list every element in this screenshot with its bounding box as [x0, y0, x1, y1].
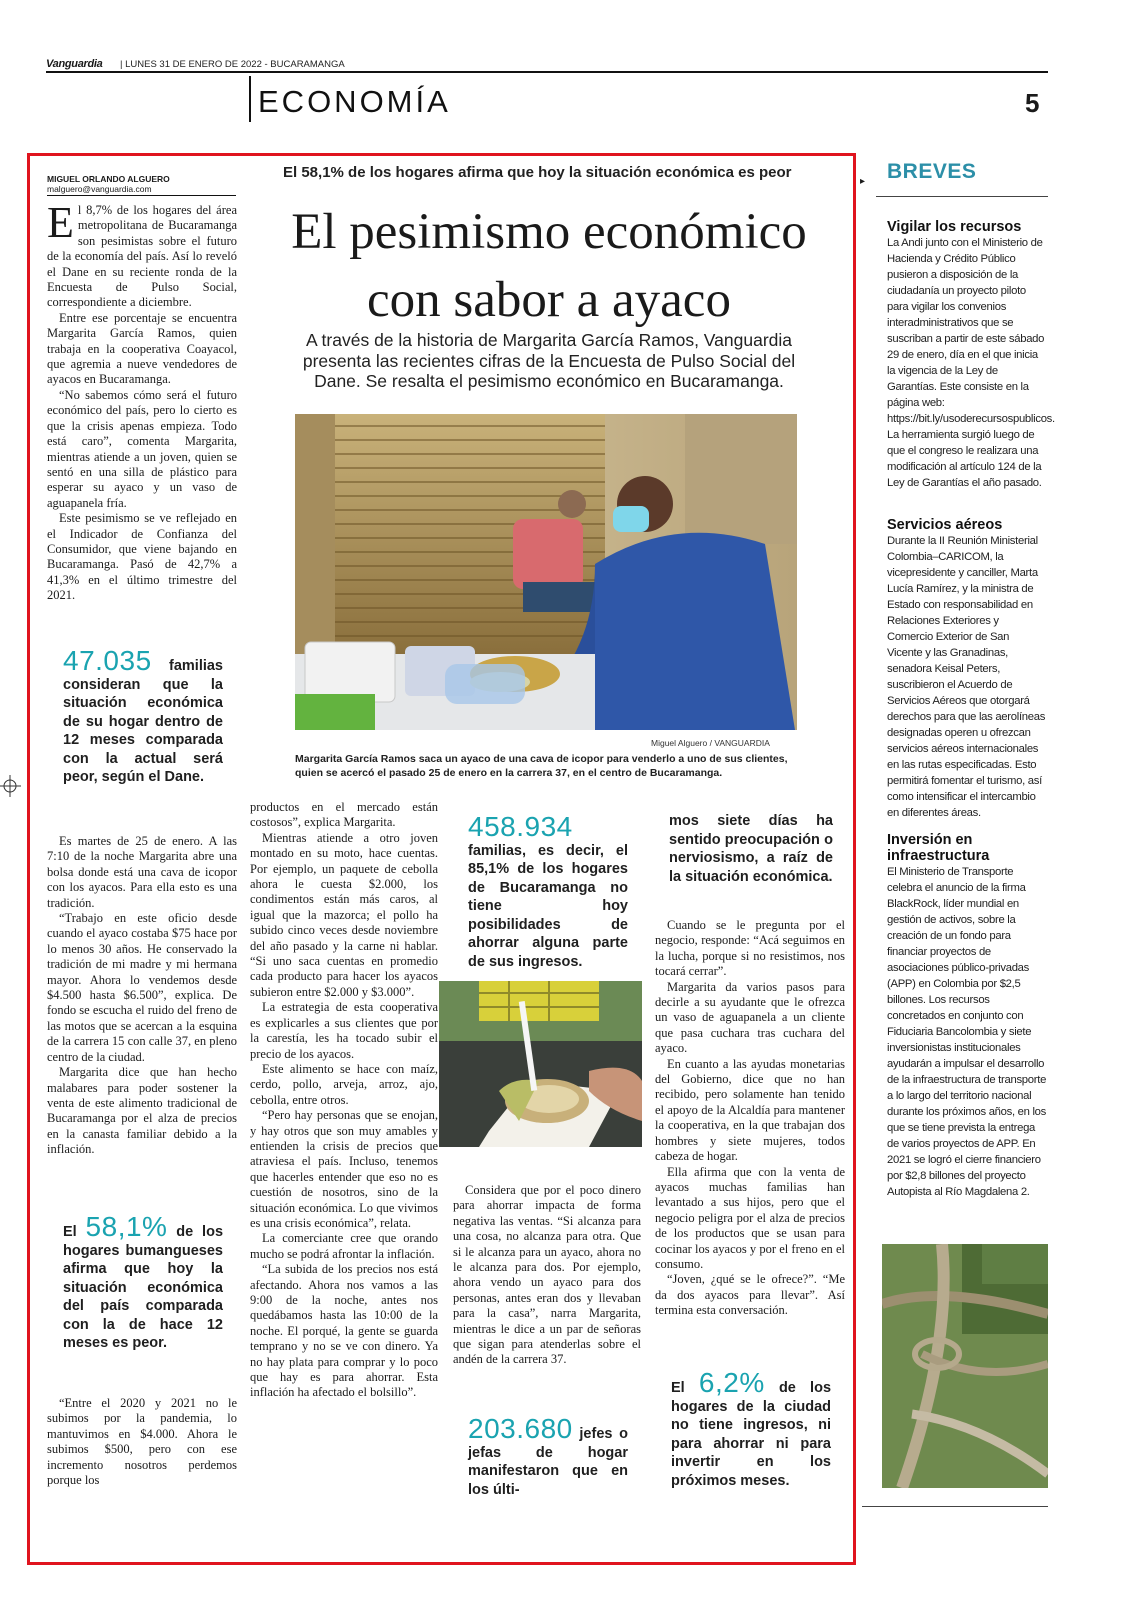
stat-number: 58,1% — [85, 1211, 168, 1242]
paragraph: l 8,7% de los hogares del área metropolitana de Bucaramanga son pesimistas sobre el futuro de la economía del país. Así lo reveló el Dane en su reciente ronda de la Encuesta de Pulso Social, correspondiente a diciembre. — [47, 203, 237, 310]
article-column-1c — [47, 1396, 237, 1488]
breves-title: BREVES — [887, 160, 977, 183]
breves-rule — [876, 196, 1048, 197]
article-column-2 — [250, 800, 438, 1401]
paragraph: La comerciante cree que orando mucho se podrá afrontar la inflación. — [250, 1231, 438, 1261]
brief-item — [887, 219, 1055, 491]
section-title: ECONOMÍA — [258, 84, 451, 119]
stat-prefix: El — [671, 1380, 685, 1396]
byline-author: MIGUEL ORLANDO ALGUERO — [47, 174, 170, 184]
headline — [250, 198, 848, 334]
dateline: | LUNES 31 DE ENERO DE 2022 - BUCARAMANGA — [120, 59, 345, 70]
brief-body: El Ministerio de Transporte celebra el anuncio de la firma BlackRock, líder mundial en gestión de activos, sobre la creación de un fondo para financiar proyectos de asociaciones público-privadas (APP) en Colombia por $2,5 billones. Los recursos concretados en conjunto con Fiduciaria Bancolombia y siete inversionistas institucionales ayudarán a impulsar el desarrollo de la infraestructura de transporte a lo largo del territorio nacional durante los próximos años, en los que se tiene prevista la entrega de varios proyectos de APP. En 2021 se logró el cierre financiero por $2,8 billones del proyecto Autopista al Río Magdalena 2. — [887, 866, 1047, 1198]
stat-text: familias, es decir, el 85,1% de los hogares de Bucaramanga no tiene hoy posibilidades de ahorrar alguna parte de sus ingresos. — [468, 842, 628, 970]
stat-callout-4 — [468, 1413, 628, 1499]
brief-body: La Andi junto con el Ministerio de Hacienda y Crédito Público pusieron a disposición de la ciudadanía un proyecto piloto para vigilar los convenios interadministrativos que se suscriban a partir de este sábado 29 de enero, día en el que inicia la vigencia de la Ley de Garantías. Este consiste en la página web: https://bit.ly/usoderecursospublicos. La herramienta surgió luego de que el congreso le realizara una modificación al artículo 124 de la Ley de Garantías el año pasado. — [887, 237, 1055, 489]
brief-heading: Inversión en infraestructura — [887, 832, 990, 864]
kicker: El 58,1% de los hogares afirma que hoy la situación económica es peor — [283, 164, 792, 181]
paragraph: Margarita dice que han hecho malabares para poder sostener la venta de este alimento tradicional de Bucaramanga por el alza de precios en la canasta familiar debido a la inflación. — [47, 1065, 237, 1157]
registration-mark-icon — [0, 775, 21, 797]
photo-credit: Miguel Alguero / VANGUARDIA — [651, 738, 770, 748]
paragraph: productos en el mercado están costosos”, explica Margarita. — [250, 800, 438, 830]
brief-body: Durante la II Reunión Ministerial Colombia–CARICOM, la vicepresidente y canciller, Marta Lucía Ramírez, y la ministra de Estado con responsabilidad en Relaciones Exteriores y Comercio Exterior de San Vicente y las Granadinas, senadora Keisal Peters, suscribieron el Acuerdo de Servicios Aéreos que otorgará derechos para que las aerolíneas designadas operen u ofrezcan servicios aéreos internacionales en las rutas especificadas. Esto permitirá fomentar el turismo, así como intensificar el intercambio en diferentes áreas. — [887, 535, 1046, 819]
bottom-rule — [862, 1506, 1048, 1507]
brief-item — [887, 517, 1047, 821]
paragraph: Ella afirma que con la venta de ayacos muchas familias han levantado a sus hijos, pero que el negocio peligra por el alza de precios de los productos que se usan para cocinar los ayacos y por el freno en el consumo. — [655, 1164, 845, 1271]
stat-callout-1 — [63, 645, 223, 787]
brief-heading: Vigilar los recursos — [887, 219, 1022, 235]
byline-rule — [47, 195, 236, 196]
paragraph: Margarita da varios pasos para decirle a su ayudante que le ofrezca un vaso de aguapanela a un cliente que pasa cuchara tras cuchara del ayaco. — [655, 979, 845, 1056]
chevron-right-icon: ▸ — [860, 176, 866, 187]
article-column-1b — [47, 834, 237, 1158]
header-rule — [46, 71, 1048, 73]
paragraph: Cuando se le pregunta por el negocio, responde: “Acá seguimos en la lucha, porque si no resistimos, nos tocará cerrar”. — [655, 918, 845, 979]
stat-callout-5 — [671, 1367, 832, 1490]
paragraph: “Entre el 2020 y 2021 no le subimos por la pandemia, lo mantuvimos en $4.000. Ahora le subimos $500, pero con ese incremento nosotros perdemos porque los — [47, 1396, 237, 1488]
article-column-1a — [47, 198, 237, 604]
article-column-3 — [453, 1183, 641, 1368]
subheadline: A través de la historia de Margarita García Ramos, Vanguardia presenta las recientes cifras de la Encuesta de Pulso Social del Dane. Se resalta el pesimismo económico en Bucaramanga. — [302, 330, 796, 391]
brief-item — [887, 832, 1047, 1200]
header-separator — [249, 76, 251, 122]
paragraph: “Trabajo en este oficio desde cuando el ayaco costaba $75 hace por lo menos 30 años. He conservado la tradición de mi madre y mi hermana mayor. Ahora lo vendemos desde $4.500 hasta $6.500”, explica. De fondo se escucha el ruido del freno de las motos que se acercan a la esquina de la carrera 15 con calle 37, en pleno centro de la ciudad. — [47, 911, 237, 1064]
stat-text: jefes o jefas de hogar manifestaron que en los últi- — [468, 1426, 628, 1498]
paragraph: “Pero hay personas que se enojan, y hay otros que son muy amables y entienden la crisis de precios que atraviesa el país. Incluso, tenemos que hacerles entender que eso no es cuestión de nosotros, sino de la situación económica. Lo que vivimos es una crisis económica”, relata. — [250, 1108, 438, 1230]
stat-text: de los hogares de la ciudad no tiene ingresos, ni para ahorrar ni para invertir en los próximos meses. — [671, 1380, 832, 1489]
headline-line-2: con sabor a ayaco — [367, 272, 731, 328]
paragraph: Este alimento se hace con maíz, cerdo, pollo, arveja, arroz, ajo, cebolla, entre otros. — [250, 1061, 438, 1107]
stat-number: 6,2% — [698, 1367, 765, 1398]
headline-line-1: El pesimismo económico — [291, 204, 807, 260]
masthead-logo: Vanguardia — [46, 58, 103, 70]
stat-text: familias consideran que la situación económica de su hogar dentro de 12 meses comparada con la actual será peor, según el Dane. — [63, 658, 223, 785]
stat-callout-4-continued: mos siete días ha sentido preocupación o nerviosismo, a raíz de la situación económica. — [669, 813, 833, 885]
paragraph: “La subida de los precios nos está afectando. Ahora nos vamos a las 9:00 de la noche, antes nos quedábamos hasta las 10:00 de la noche. El porqué, la gente se guarda temprano y no se ve con dinero. Ya no hay plata para comprar y lo poco que hay es para ahorrar. Esta inflación ha afectado el bolsillo”. — [250, 1262, 438, 1400]
main-photo — [295, 414, 797, 730]
stat-text: de los hogares bumangueses afirma que hoy la situación económica del país comparada con la de hace 12 meses es peor. — [63, 1224, 224, 1351]
highway-aerial-photo — [882, 1244, 1048, 1488]
paragraph: La estrategia de esta cooperativa es explicarles a sus clientes que por la carestía, les ha tocado subir el precio de los ayacos. — [250, 1000, 438, 1061]
byline-email[interactable]: malguero@vanguardia.com — [47, 184, 152, 194]
ayaco-photo — [439, 981, 642, 1147]
paragraph: “Joven, ¿qué se le ofrece?”. “Me da dos ayacos para llevar”. Así termina esta conversación. — [655, 1272, 845, 1318]
stat-callout-3 — [468, 811, 628, 971]
paragraph: Este pesimismo se ve reflejado en el Indicador de Confianza del Consumidor, que viene bajando en Bucaramanga. Pasó de 42,7% a 41,3% en el último trimestre del 2021. — [47, 511, 237, 603]
paragraph: Considera que por el poco dinero para ahorrar impacta de forma negativa las ventas. “Si alcanza para una cosa, no alcanza para otra. Que si le alcanza para un ayaco, ahora no le alcanza para dos. Por ejemplo, ahora vendo un ayaco para dos personas, antes eran dos y llevaban para la casa”, narra Margarita, mientras le dice a un par de señoras que sigan para atenderlas sobre el andén de la carrera 37. — [453, 1183, 641, 1367]
paragraph: Mientras atiende a otro joven montado en su moto, hace cuentas. Por ejemplo, un paquete de cebolla ahora le cuesta $2.000, los condimentos están más caros, al igual que la mazorca; el pollo ha subido cinco veces desde noviembre del año pasado y la carne ni hablar. “Si uno saca cuentas en promedio cada producto para hacer los ayacos subieron entre $2.000 y $3.000”. — [250, 830, 438, 999]
photo-caption: Margarita García Ramos saca un ayaco de una cava de icopor para venderlo a uno de sus clientes, quien se acercó el pasado 25 de enero en la carrera 37, en el centro de Bucaramanga. — [295, 753, 788, 779]
stat-callout-2 — [63, 1211, 224, 1353]
paragraph: En cuanto a las ayudas monetarias del Gobierno, dice que no han recibido, pero solamente han tenido el apoyo de la Alcaldía para mantener la cooperativa, en la que trabajan dos hombres y siete mujeres, todos cabeza de hogar. — [655, 1056, 845, 1164]
paragraph: “No sabemos cómo será el futuro económico del país, pero lo cierto es que la crisis apenas empieza. Todo está caro”, comenta Margarita, mientras atiende a un joven, quien se sentó en una silla de plástico para esperar su ayaco y un vaso de aguapanela fría. — [47, 387, 237, 510]
stat-number: 458.934 — [468, 811, 573, 842]
brief-heading: Servicios aéreos — [887, 517, 1003, 533]
stat-prefix: El — [63, 1224, 77, 1240]
stat-number: 47.035 — [63, 645, 152, 676]
stat-number: 203.680 — [468, 1413, 573, 1444]
paragraph: Entre ese porcentaje se encuentra Margarita García Ramos, quien trabaja en la cooperativa Coayacol, que agremia a nueve vendedores de ayacos en Bucaramanga. — [47, 310, 237, 387]
paragraph: Es martes de 25 de enero. A las 7:10 de la noche Margarita abre una bolsa donde está una cava de icopor con los ayacos. Para ella esto es una tradición. — [47, 834, 237, 910]
page-number: 5 — [1025, 88, 1040, 118]
article-column-4 — [655, 918, 845, 1319]
drop-cap: E — [47, 198, 74, 247]
